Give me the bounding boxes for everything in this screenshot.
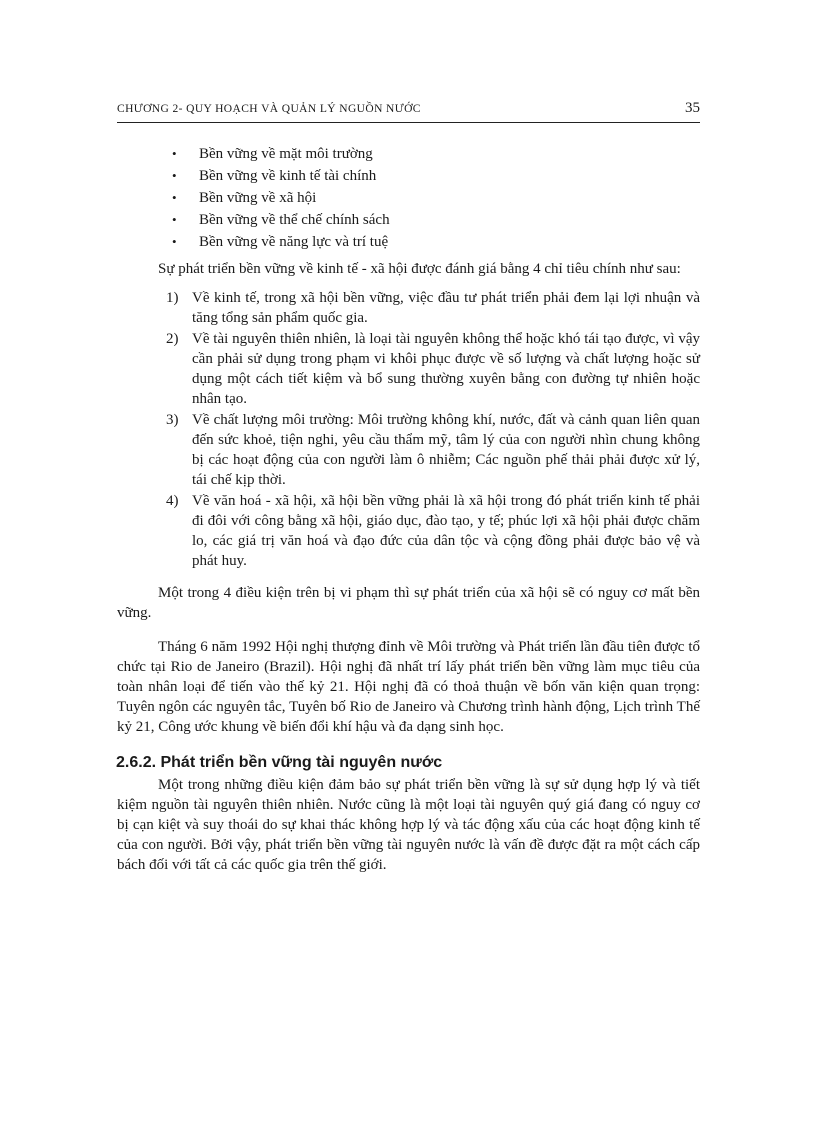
bullet-icon: • xyxy=(172,190,177,205)
page-number: 35 xyxy=(685,100,700,116)
list-item: • Bền vững về xã hội xyxy=(172,187,700,209)
list-item: • Bền vững về năng lực và trí tuệ xyxy=(172,231,700,253)
rio-paragraph: Tháng 6 năm 1992 Hội nghị thượng đỉnh về Môi trường và Phát triển lần đầu tiên được tổ chức tại Rio de Janeiro (Brazil). Hội nghị đã nhất trí lấy phát triển bền vững làm mục tiêu của toàn nhân loại để tiến vào thế kỷ 21. Hội nghị đã có thoả thuận về bốn văn kiện quan trọng: Tuyên ngôn các nguyên tắc, Tuyên bố Rio de Janeiro và Chương trình hành động, Lịch trình Thế kỷ 21, Công ước khung về biến đổi khí hậu và đa dạng sinh học. xyxy=(117,639,700,735)
bullet-icon: • xyxy=(172,146,177,161)
list-item: • Bền vững về kinh tế tài chính xyxy=(172,165,700,187)
list-item: 1) Về kinh tế, trong xã hội bền vững, việc đầu tư phát triển phải đem lại lợi nhuận và tăng tổng sản phẩm quốc gia. xyxy=(166,290,700,326)
intro-paragraph: Sự phát triển bền vững về kinh tế - xã hội được đánh giá bằng 4 chỉ tiêu chính như sau: xyxy=(158,261,681,277)
page-content xyxy=(117,143,700,875)
list-item: 4) Về văn hoá - xã hội, xã hội bền vững phải là xã hội trong đó phát triển kinh tế phải đi đôi với công bằng xã hội, giáo dục, đào tạo, y tế; phúc lợi xã hội phải được chăm lo, các giá trị văn hoá và đạo đức của dân tộc và cộng đồng phải được bảo vệ và phát huy. xyxy=(166,493,700,569)
bullet-list xyxy=(117,143,700,253)
violation-paragraph: Một trong 4 điều kiện trên bị vi phạm thì sự phát triển của xã hội sẽ có nguy cơ mất bền vững. xyxy=(117,585,700,621)
chapter-title: CHƯƠNG 2- QUY HOẠCH VÀ QUẢN LÝ NGUỒN NƯỚC xyxy=(117,103,421,115)
section-heading: 2.6.2. Phát triển bền vững tài nguyên nước xyxy=(116,754,443,771)
bullet-icon: • xyxy=(172,234,177,249)
list-item: • Bền vững về mặt môi trường xyxy=(172,143,700,165)
criteria-list xyxy=(117,288,700,571)
list-item: • Bền vững về thể chế chính sách xyxy=(172,209,700,231)
bullet-icon: • xyxy=(172,168,177,183)
list-item: 3) Về chất lượng môi trường: Môi trường không khí, nước, đất và cảnh quan liên quan đến sức khoẻ, tiện nghi, yêu cầu thẩm mỹ, tâm lý của con người nhìn chung không bị các hoạt động của con người làm ô nhiễm; Các nguồn phế thải phải được xử lý, tái chế kịp thời. xyxy=(166,412,700,488)
page-header xyxy=(117,100,700,123)
list-item: 2) Về tài nguyên thiên nhiên, là loại tài nguyên không thể hoặc khó tái tạo được, vì vậy cần phải sử dụng trong phạm vi khôi phục được về số lượng và chất lượng hoặc sử dụng một cách tiết kiệm và bổ sung thường xuyên bằng con đường tự nhiên hoặc nhân tạo. xyxy=(166,331,700,407)
section-paragraph: Một trong những điều kiện đảm bảo sự phát triển bền vững là sự sử dụng hợp lý và tiết kiệm nguồn tài nguyên thiên nhiên. Nước cũng là một loại tài nguyên quý giá đang có nguy cơ bị cạn kiệt và suy thoái do sự khai thác không hợp lý và tác động xấu của các hoạt động kinh tế của con người. Bởi vậy, phát triển bền vững tài nguyên nước là vấn đề được đặt ra một cách cấp bách đối với tất cả các quốc gia trên thế giới. xyxy=(117,777,700,873)
bullet-icon: • xyxy=(172,212,177,227)
